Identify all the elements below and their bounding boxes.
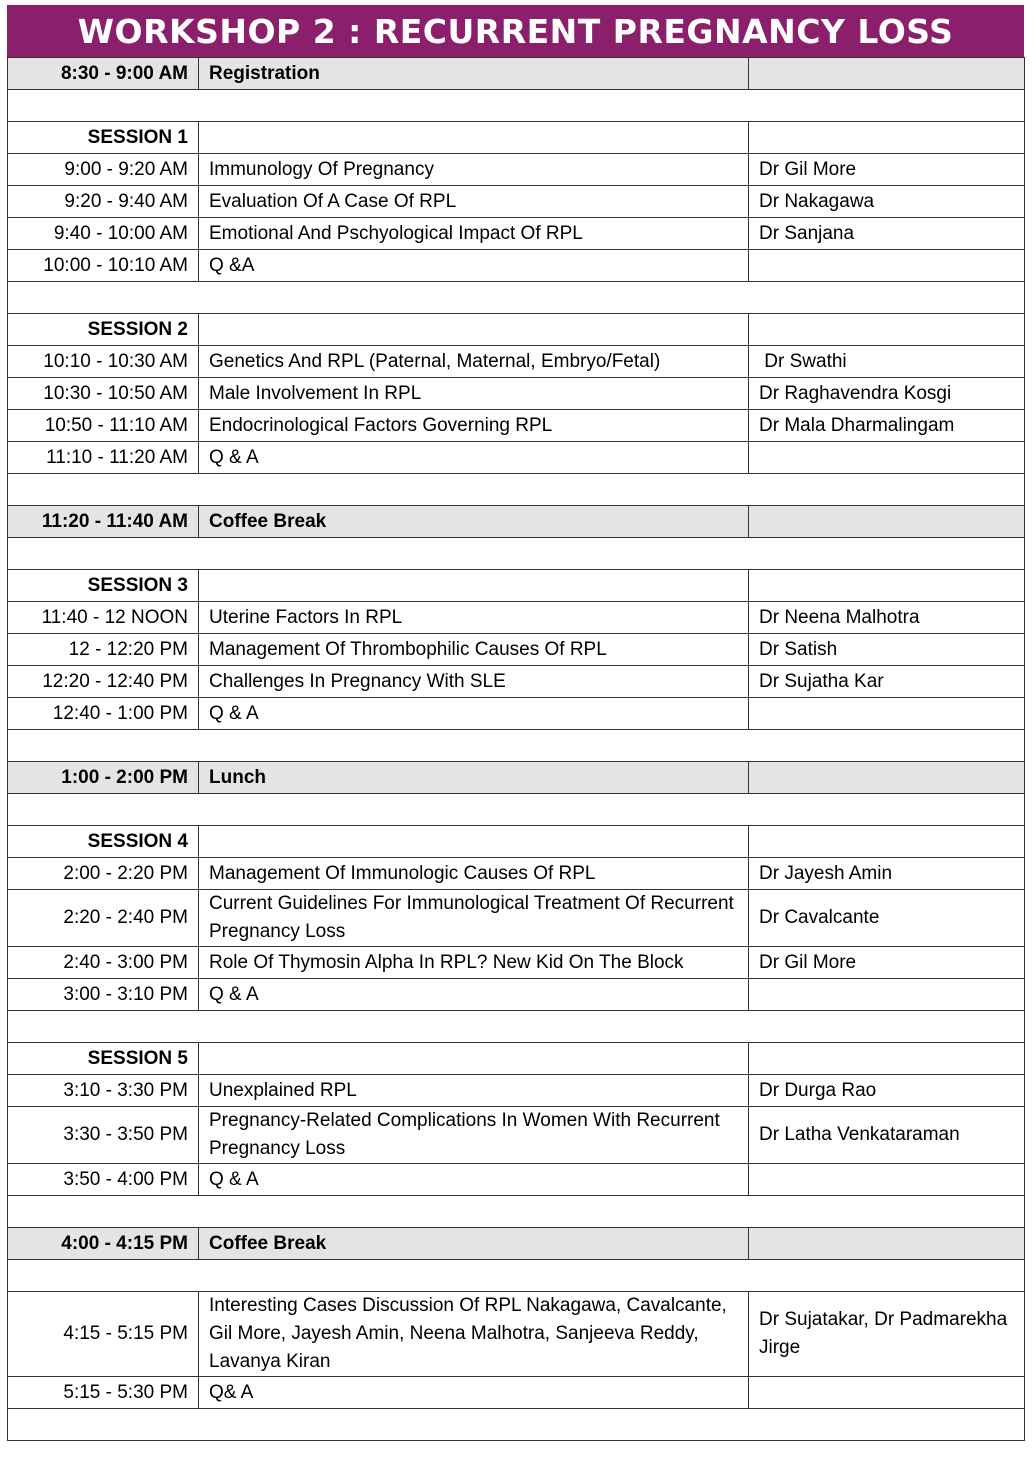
- time-cell: SESSION 1: [8, 122, 199, 154]
- spacer-cell: [8, 90, 1025, 122]
- break-row: [8, 58, 1025, 90]
- spacer-cell: [8, 794, 1025, 826]
- topic-cell: Uterine Factors In RPL: [199, 602, 749, 634]
- topic-cell: Q & A: [199, 1164, 749, 1196]
- speaker-cell: [749, 570, 1025, 602]
- topic-cell: Pregnancy-Related Complications In Women With Recurrent Pregnancy Loss: [199, 1107, 749, 1164]
- time-cell: SESSION 4: [8, 826, 199, 858]
- time-cell: 3:30 - 3:50 PM: [8, 1107, 199, 1164]
- speaker-cell: Dr Mala Dharmalingam: [749, 410, 1025, 442]
- time-cell: 9:00 - 9:20 AM: [8, 154, 199, 186]
- time-cell: 3:10 - 3:30 PM: [8, 1075, 199, 1107]
- spacer-cell: [8, 1260, 1025, 1292]
- topic-cell: Lunch: [199, 762, 749, 794]
- time-cell: 3:00 - 3:10 PM: [8, 979, 199, 1011]
- time-cell: 9:20 - 9:40 AM: [8, 186, 199, 218]
- speaker-cell: Dr Cavalcante: [749, 890, 1025, 947]
- speaker-cell: [749, 58, 1025, 90]
- time-cell: SESSION 3: [8, 570, 199, 602]
- speaker-cell: [749, 1043, 1025, 1075]
- topic-cell: Genetics And RPL (Paternal, Maternal, Embryo/Fetal): [199, 346, 749, 378]
- schedule-row: [8, 979, 1025, 1011]
- schedule-row: [8, 1377, 1025, 1409]
- topic-cell: Role Of Thymosin Alpha In RPL? New Kid On The Block: [199, 947, 749, 979]
- schedule-row: [8, 634, 1025, 666]
- speaker-cell: Dr Nakagawa: [749, 186, 1025, 218]
- topic-cell: Emotional And Pschyological Impact Of RPL: [199, 218, 749, 250]
- speaker-cell: Dr Sujatakar, Dr Padmarekha Jirge: [749, 1292, 1025, 1377]
- speaker-cell: [749, 698, 1025, 730]
- speaker-cell: [749, 442, 1025, 474]
- speaker-cell: Dr Sanjana: [749, 218, 1025, 250]
- spacer-row: [8, 474, 1025, 506]
- topic-cell: [199, 826, 749, 858]
- session-header-row: [8, 122, 1025, 154]
- session-header-row: [8, 314, 1025, 346]
- time-cell: 4:15 - 5:15 PM: [8, 1292, 199, 1377]
- schedule-row: [8, 218, 1025, 250]
- speaker-cell: [749, 314, 1025, 346]
- topic-cell: Interesting Cases Discussion Of RPL Nakagawa, Cavalcante, Gil More, Jayesh Amin, Neena Malhotra, Sanjeeva Reddy, Lavanya Kiran: [199, 1292, 749, 1377]
- speaker-cell: Dr Raghavendra Kosgi: [749, 378, 1025, 410]
- spacer-row: [8, 90, 1025, 122]
- schedule-row: [8, 890, 1025, 947]
- session-header-row: [8, 826, 1025, 858]
- topic-cell: Current Guidelines For Immunological Treatment Of Recurrent Pregnancy Loss: [199, 890, 749, 947]
- topic-cell: Q& A: [199, 1377, 749, 1409]
- spacer-row: [8, 794, 1025, 826]
- schedule-row: [8, 250, 1025, 282]
- schedule-row: [8, 858, 1025, 890]
- topic-cell: Unexplained RPL: [199, 1075, 749, 1107]
- speaker-cell: [749, 250, 1025, 282]
- speaker-cell: [749, 826, 1025, 858]
- topic-cell: Challenges In Pregnancy With SLE: [199, 666, 749, 698]
- speaker-cell: Dr Satish: [749, 634, 1025, 666]
- workshop-schedule: [7, 5, 1024, 1441]
- spacer-cell: [8, 282, 1025, 314]
- speaker-cell: [749, 122, 1025, 154]
- schedule-row: [8, 1292, 1025, 1377]
- spacer-row: [8, 1011, 1025, 1043]
- topic-cell: [199, 570, 749, 602]
- topic-cell: Immunology Of Pregnancy: [199, 154, 749, 186]
- time-cell: 1:00 - 2:00 PM: [8, 762, 199, 794]
- session-header-row: [8, 570, 1025, 602]
- topic-cell: Management Of Immunologic Causes Of RPL: [199, 858, 749, 890]
- time-cell: 12:40 - 1:00 PM: [8, 698, 199, 730]
- topic-cell: Male Involvement In RPL: [199, 378, 749, 410]
- schedule-row: [8, 1075, 1025, 1107]
- time-cell: 11:40 - 12 NOON: [8, 602, 199, 634]
- topic-cell: Q &A: [199, 250, 749, 282]
- spacer-cell: [8, 730, 1025, 762]
- time-cell: 5:15 - 5:30 PM: [8, 1377, 199, 1409]
- spacer-cell: [8, 1409, 1025, 1441]
- topic-cell: Management Of Thrombophilic Causes Of RPL: [199, 634, 749, 666]
- spacer-cell: [8, 538, 1025, 570]
- topic-cell: Endocrinological Factors Governing RPL: [199, 410, 749, 442]
- topic-cell: Registration: [199, 58, 749, 90]
- speaker-cell: Dr Gil More: [749, 154, 1025, 186]
- schedule-row: [8, 666, 1025, 698]
- time-cell: 4:00 - 4:15 PM: [8, 1228, 199, 1260]
- schedule-row: [8, 698, 1025, 730]
- page-title: WORKSHOP 2 : RECURRENT PREGNANCY LOSS: [7, 5, 1024, 57]
- time-cell: 9:40 - 10:00 AM: [8, 218, 199, 250]
- schedule-row: [8, 346, 1025, 378]
- schedule-row: [8, 947, 1025, 979]
- break-row: [8, 762, 1025, 794]
- speaker-cell: Dr Neena Malhotra: [749, 602, 1025, 634]
- spacer-cell: [8, 474, 1025, 506]
- spacer-row: [8, 282, 1025, 314]
- topic-cell: Q & A: [199, 979, 749, 1011]
- speaker-cell: [749, 1164, 1025, 1196]
- spacer-row: [8, 730, 1025, 762]
- spacer-row: [8, 1196, 1025, 1228]
- time-cell: 10:50 - 11:10 AM: [8, 410, 199, 442]
- time-cell: 3:50 - 4:00 PM: [8, 1164, 199, 1196]
- spacer-cell: [8, 1011, 1025, 1043]
- spacer-row: [8, 538, 1025, 570]
- speaker-cell: Dr Latha Venkataraman: [749, 1107, 1025, 1164]
- break-row: [8, 506, 1025, 538]
- topic-cell: Coffee Break: [199, 506, 749, 538]
- schedule-row: [8, 1107, 1025, 1164]
- speaker-cell: Dr Swathi: [749, 346, 1025, 378]
- time-cell: 10:30 - 10:50 AM: [8, 378, 199, 410]
- time-cell: 2:00 - 2:20 PM: [8, 858, 199, 890]
- speaker-cell: Dr Sujatha Kar: [749, 666, 1025, 698]
- topic-cell: Q & A: [199, 442, 749, 474]
- time-cell: 8:30 - 9:00 AM: [8, 58, 199, 90]
- spacer-cell: [8, 1196, 1025, 1228]
- speaker-cell: Dr Gil More: [749, 947, 1025, 979]
- speaker-cell: Dr Jayesh Amin: [749, 858, 1025, 890]
- spacer-row: [8, 1260, 1025, 1292]
- topic-cell: Coffee Break: [199, 1228, 749, 1260]
- schedule-row: [8, 410, 1025, 442]
- topic-cell: [199, 122, 749, 154]
- schedule-row: [8, 442, 1025, 474]
- break-row: [8, 1228, 1025, 1260]
- schedule-row: [8, 602, 1025, 634]
- time-cell: 11:20 - 11:40 AM: [8, 506, 199, 538]
- speaker-cell: [749, 1377, 1025, 1409]
- time-cell: SESSION 2: [8, 314, 199, 346]
- session-header-row: [8, 1043, 1025, 1075]
- speaker-cell: [749, 1228, 1025, 1260]
- speaker-cell: [749, 762, 1025, 794]
- schedule-row: [8, 186, 1025, 218]
- schedule-row: [8, 1164, 1025, 1196]
- time-cell: 12 - 12:20 PM: [8, 634, 199, 666]
- topic-cell: Q & A: [199, 698, 749, 730]
- schedule-table: [7, 57, 1025, 1441]
- topic-cell: [199, 314, 749, 346]
- topic-cell: [199, 1043, 749, 1075]
- time-cell: 2:40 - 3:00 PM: [8, 947, 199, 979]
- time-cell: SESSION 5: [8, 1043, 199, 1075]
- time-cell: 11:10 - 11:20 AM: [8, 442, 199, 474]
- spacer-row: [8, 1409, 1025, 1441]
- time-cell: 2:20 - 2:40 PM: [8, 890, 199, 947]
- schedule-row: [8, 378, 1025, 410]
- schedule-row: [8, 154, 1025, 186]
- topic-cell: Evaluation Of A Case Of RPL: [199, 186, 749, 218]
- time-cell: 10:10 - 10:30 AM: [8, 346, 199, 378]
- time-cell: 10:00 - 10:10 AM: [8, 250, 199, 282]
- time-cell: 12:20 - 12:40 PM: [8, 666, 199, 698]
- speaker-cell: [749, 979, 1025, 1011]
- speaker-cell: Dr Durga Rao: [749, 1075, 1025, 1107]
- speaker-cell: [749, 506, 1025, 538]
